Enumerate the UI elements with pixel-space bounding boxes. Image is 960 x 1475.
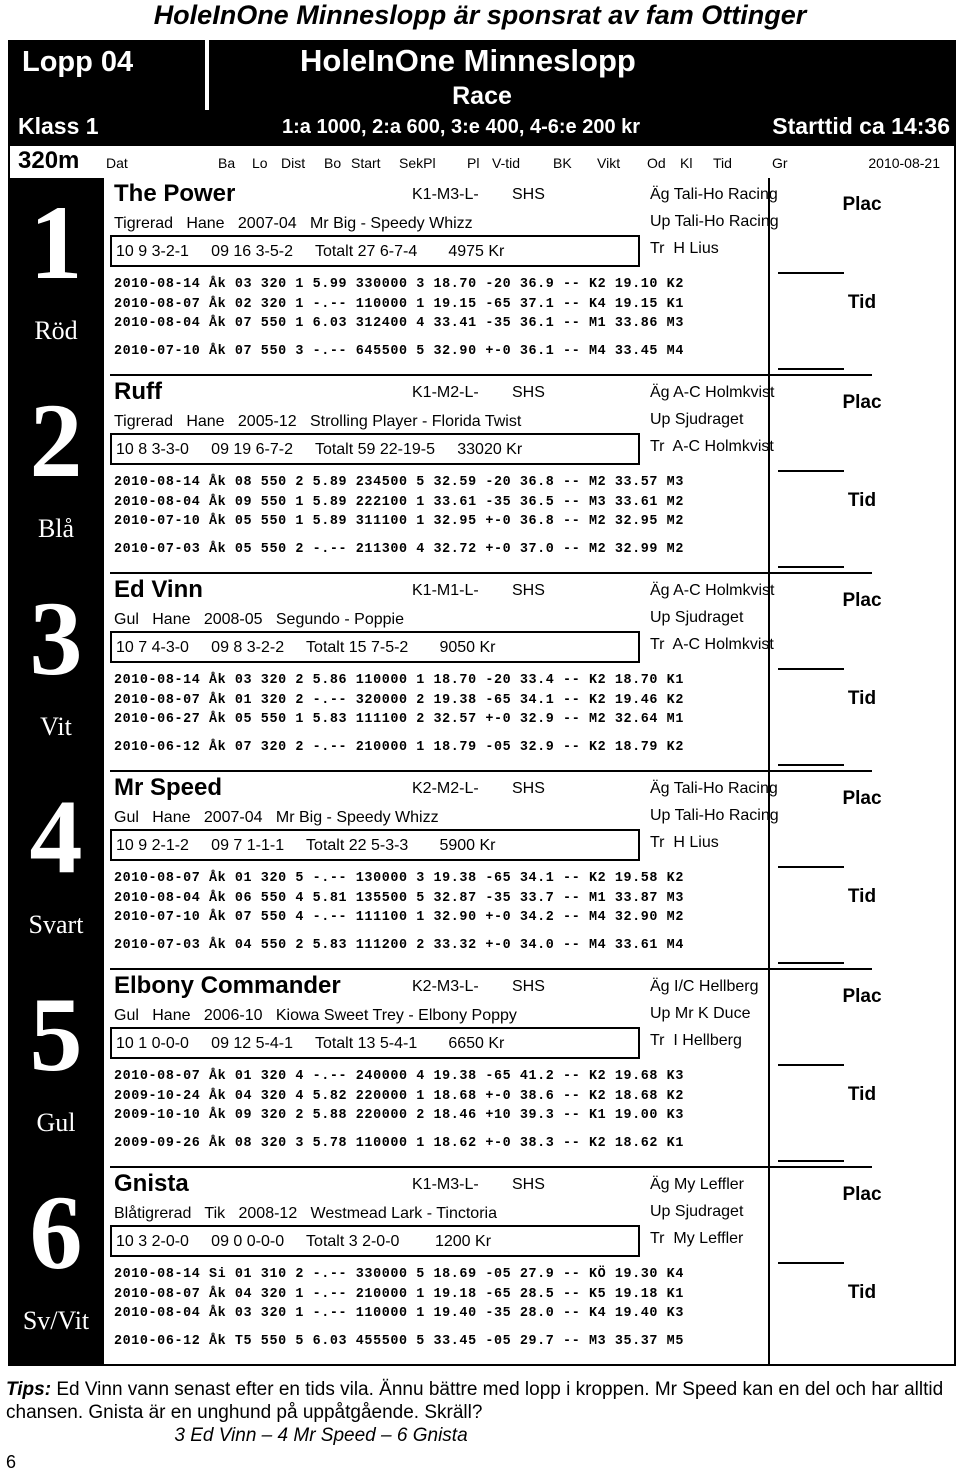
col-dist: Dist bbox=[281, 155, 306, 171]
dog-owner: Äg A-C Holmkvist bbox=[650, 582, 775, 599]
col-pl: Pl bbox=[467, 155, 480, 171]
tid-line bbox=[778, 368, 844, 370]
tips-picks: 3 Ed Vinn – 4 Mr Speed – 6 Gnista bbox=[174, 1425, 468, 1446]
start-row: 2010-06-27 Åk 05 550 1 5.83 111100 2 32.57 +-0 32.9 -- M2 32.64 M1 bbox=[114, 712, 684, 727]
recent-starts bbox=[114, 1069, 684, 1155]
column-header-row bbox=[8, 146, 956, 178]
tid-label: Tid bbox=[847, 688, 877, 709]
start-row: 2010-07-10 Åk 05 550 1 5.89 311100 1 32.95 +-0 36.8 -- M2 32.95 M2 bbox=[114, 514, 684, 529]
col-bo: Bo bbox=[324, 155, 342, 171]
recent-starts bbox=[114, 1267, 684, 1353]
plac-label: Plac bbox=[842, 788, 882, 809]
trap-number: 1 bbox=[29, 184, 83, 301]
dog-record: 10 8 3-3-0 09 19 6-7-2 Totalt 59 22-19-5 33020 Kr bbox=[116, 441, 523, 458]
start-row: 2010-07-03 Åk 04 550 2 5.83 111200 2 33.32 +-0 34.0 -- M4 33.61 M4 bbox=[114, 937, 684, 953]
trap-cell-4 bbox=[8, 772, 104, 970]
recent-starts bbox=[114, 277, 684, 363]
race-header bbox=[8, 40, 956, 146]
dog-shs: SHS bbox=[512, 582, 545, 599]
race-date: 2010-08-21 bbox=[868, 155, 940, 171]
race-prizes: 1:a 1000, 2:a 600, 3:e 400, 4-6:e 200 kr bbox=[282, 116, 641, 138]
dog-up: Up Tali-Ho Racing bbox=[650, 807, 779, 824]
trap-number: 6 bbox=[29, 1174, 83, 1291]
col-kl: Kl bbox=[680, 155, 693, 171]
start-row: 2010-08-07 Åk 01 320 2 -.-- 320000 2 19.38 -65 34.1 -- K2 19.46 K2 bbox=[114, 692, 684, 708]
start-row: 2009-09-26 Åk 08 320 3 5.78 110000 1 18.62 +-0 38.3 -- K2 18.62 K1 bbox=[114, 1135, 684, 1151]
tid-line bbox=[778, 764, 844, 766]
dog-shs: SHS bbox=[512, 1176, 545, 1193]
start-row: 2010-08-14 Si 01 310 2 -.-- 330000 5 18.69 -05 27.9 -- KÖ 19.30 K4 bbox=[114, 1267, 684, 1282]
result-box bbox=[768, 1168, 956, 1366]
dog-shs: SHS bbox=[512, 978, 545, 995]
col-ba: Ba bbox=[218, 155, 236, 171]
tips-text: Ed Vinn vann senast efter en tids vila. Ännu bättre med lopp i kroppen. Mr Speed kan en del och har alltid chansen. Gnista är en unghund på uppåtgående. Skräll? bbox=[6, 1379, 944, 1423]
tid-label: Tid bbox=[847, 292, 877, 313]
col-sekpl: SekPl bbox=[399, 155, 436, 171]
col-dat: Dat bbox=[106, 155, 128, 171]
dog-trainer: Tr H Lius bbox=[650, 834, 719, 851]
dog-info: Blåtigrerad Tik 2008-12 Westmead Lark - Tinctoria bbox=[114, 1205, 497, 1222]
trap-color: Vit bbox=[40, 712, 72, 741]
recent-starts bbox=[114, 871, 684, 957]
col-tid: Tid bbox=[713, 155, 732, 171]
dog-name: Ruff bbox=[114, 378, 162, 405]
plac-label: Plac bbox=[842, 590, 882, 611]
start-row: 2010-07-03 Åk 05 550 2 -.-- 211300 4 32.72 +-0 37.0 -- M2 32.99 M2 bbox=[114, 541, 684, 557]
trap-number: 2 bbox=[29, 382, 83, 499]
start-row: 2010-06-12 Åk T5 550 5 6.03 455500 5 33.45 -05 29.7 -- M3 35.37 M5 bbox=[114, 1333, 684, 1349]
dog-record: 10 9 3-2-1 09 16 3-5-2 Totalt 27 6-7-4 4975 Kr bbox=[116, 243, 505, 260]
dog-up: Up Sjudraget bbox=[650, 609, 744, 626]
col-gr: Gr bbox=[772, 155, 788, 171]
start-row: 2010-06-12 Åk 07 320 2 -.-- 210000 1 18.79 -05 32.9 -- K2 18.79 K2 bbox=[114, 739, 684, 755]
recent-starts bbox=[114, 475, 684, 561]
race-title: HoleInOne Minneslopp bbox=[300, 43, 636, 78]
trap-cell-6 bbox=[8, 1168, 104, 1366]
dog-class: K1-M1-L- bbox=[412, 582, 479, 599]
dog-owner: Äg I/C Hellberg bbox=[650, 978, 759, 995]
start-row: 2010-08-14 Åk 03 320 2 5.86 110000 1 18.70 -20 33.4 -- K2 18.70 K1 bbox=[114, 673, 684, 688]
tid-label: Tid bbox=[847, 886, 877, 907]
tid-label: Tid bbox=[847, 490, 877, 511]
dog-class: K2-M3-L- bbox=[412, 978, 479, 995]
tips-label: Tips: bbox=[6, 1379, 52, 1400]
result-box bbox=[768, 970, 956, 1168]
result-box bbox=[768, 772, 956, 970]
plac-label: Plac bbox=[842, 1184, 882, 1205]
tid-line bbox=[778, 1160, 844, 1162]
plac-line bbox=[778, 272, 844, 274]
trap-cell-1 bbox=[8, 178, 104, 376]
race-type: Race bbox=[452, 82, 512, 110]
trap-number-column bbox=[8, 178, 104, 1366]
col-od: Od bbox=[647, 155, 666, 171]
dog-name: The Power bbox=[114, 180, 236, 207]
dog-info: Gul Hane 2007-04 Mr Big - Speedy Whizz bbox=[114, 809, 439, 826]
start-row: 2010-07-10 Åk 07 550 4 -.-- 111100 1 32.90 +-0 34.2 -- M4 32.90 M2 bbox=[114, 910, 684, 925]
dog-owner: Äg Tali-Ho Racing bbox=[650, 186, 778, 203]
dog-record: 10 1 0-0-0 09 12 5-4-1 Totalt 13 5-4-1 6650 Kr bbox=[116, 1035, 505, 1052]
result-box bbox=[768, 574, 956, 772]
plac-line bbox=[778, 1262, 844, 1264]
page-number: 6 bbox=[6, 1452, 17, 1472]
dog-up: Up Tali-Ho Racing bbox=[650, 213, 779, 230]
dog-class: K1-M2-L- bbox=[412, 384, 479, 401]
race-class: Klass 1 bbox=[18, 113, 99, 139]
dog-class: K1-M3-L- bbox=[412, 186, 479, 203]
plac-label: Plac bbox=[842, 986, 882, 1007]
dog-trainer: Tr A-C Holmkvist bbox=[650, 438, 774, 455]
start-row: 2010-08-04 Åk 07 550 1 6.03 312400 4 33.41 -35 36.1 -- M1 33.86 M3 bbox=[114, 316, 684, 331]
dog-trainer: Tr I Hellberg bbox=[650, 1032, 742, 1049]
dog-owner: Äg My Leffler bbox=[650, 1176, 744, 1193]
trap-number: 4 bbox=[29, 778, 83, 895]
result-box bbox=[768, 376, 956, 574]
dog-shs: SHS bbox=[512, 186, 545, 203]
race-distance: 320m bbox=[18, 147, 80, 174]
tid-label: Tid bbox=[847, 1084, 877, 1105]
dog-up: Up Mr K Duce bbox=[650, 1005, 751, 1022]
start-row: 2010-08-07 Åk 01 320 5 -.-- 130000 3 19.38 -65 34.1 -- K2 19.58 K2 bbox=[114, 871, 684, 886]
dog-class: K1-M3-L- bbox=[412, 1176, 479, 1193]
dog-info: Gul Hane 2008-05 Segundo - Poppie bbox=[114, 611, 404, 628]
plac-label: Plac bbox=[842, 392, 882, 413]
race-number: Lopp 04 bbox=[22, 46, 134, 78]
plac-line bbox=[778, 866, 844, 868]
dog-name: Gnista bbox=[114, 1170, 189, 1197]
plac-label: Plac bbox=[842, 194, 882, 215]
dog-trainer: Tr My Leffler bbox=[650, 1230, 744, 1247]
trap-color: Sv/Vit bbox=[22, 1306, 90, 1335]
dog-trainer: Tr A-C Holmkvist bbox=[650, 636, 774, 653]
tid-label: Tid bbox=[847, 1282, 877, 1303]
dog-shs: SHS bbox=[512, 780, 545, 797]
trap-color: Röd bbox=[34, 316, 78, 345]
tips-section bbox=[6, 1378, 956, 1447]
start-row: 2010-08-04 Åk 03 320 1 -.-- 110000 1 19.40 -35 28.0 -- K4 19.40 K3 bbox=[114, 1306, 684, 1321]
start-time: Starttid ca 14:36 bbox=[772, 113, 950, 139]
trap-color: Svart bbox=[28, 910, 84, 939]
plac-line bbox=[778, 668, 844, 670]
result-box bbox=[768, 178, 956, 376]
col-start: Start bbox=[351, 155, 381, 171]
tid-line bbox=[778, 962, 844, 964]
trap-color: Blå bbox=[37, 514, 75, 543]
col-lo: Lo bbox=[252, 155, 268, 171]
start-row: 2010-08-14 Åk 08 550 2 5.89 234500 5 32.59 -20 36.8 -- M2 33.57 M3 bbox=[114, 475, 684, 490]
dog-info: Tigrerad Hane 2005-12 Strolling Player - Florida Twist bbox=[114, 413, 522, 430]
dog-trainer: Tr H Lius bbox=[650, 240, 719, 257]
plac-line bbox=[778, 1064, 844, 1066]
start-row: 2010-08-07 Åk 01 320 4 -.-- 240000 4 19.38 -65 41.2 -- K2 19.68 K3 bbox=[114, 1069, 684, 1084]
dog-record: 10 7 4-3-0 09 8 3-2-2 Totalt 15 7-5-2 9050 Kr bbox=[116, 639, 496, 656]
start-row: 2010-08-07 Åk 02 320 1 -.-- 110000 1 19.15 -65 37.1 -- K4 19.15 K1 bbox=[114, 296, 684, 312]
dog-name: Ed Vinn bbox=[114, 576, 203, 603]
dog-name: Elbony Commander bbox=[114, 972, 341, 999]
trap-number: 3 bbox=[29, 580, 83, 697]
dog-name: Mr Speed bbox=[114, 774, 223, 801]
dog-record: 10 3 2-0-0 09 0 0-0-0 Totalt 3 2-0-0 1200 Kr bbox=[116, 1233, 492, 1250]
trap-cell-5 bbox=[8, 970, 104, 1168]
dog-info: Tigrerad Hane 2007-04 Mr Big - Speedy Whizz bbox=[114, 215, 473, 232]
sponsor-banner: HoleInOne Minneslopp är sponsrat av fam Ottinger bbox=[153, 0, 807, 30]
trap-color: Gul bbox=[36, 1108, 76, 1137]
start-row: 2010-08-04 Åk 09 550 1 5.89 222100 1 33.61 -35 36.5 -- M3 33.61 M2 bbox=[114, 494, 684, 510]
start-row: 2009-10-10 Åk 09 320 2 5.88 220000 2 18.46 +10 39.3 -- K1 19.00 K3 bbox=[114, 1108, 684, 1123]
dog-owner: Äg A-C Holmkvist bbox=[650, 384, 775, 401]
plac-line bbox=[778, 470, 844, 472]
start-row: 2010-08-14 Åk 03 320 1 5.99 330000 3 18.70 -20 36.9 -- K2 19.10 K2 bbox=[114, 277, 684, 292]
start-row: 2010-07-10 Åk 07 550 3 -.-- 645500 5 32.90 +-0 36.1 -- M4 33.45 M4 bbox=[114, 343, 684, 359]
start-row: 2009-10-24 Åk 04 320 4 5.82 220000 1 18.68 +-0 38.6 -- K2 18.68 K2 bbox=[114, 1088, 684, 1104]
dog-record: 10 9 2-1-2 09 7 1-1-1 Totalt 22 5-3-3 5900 Kr bbox=[116, 837, 496, 854]
trap-cell-2 bbox=[8, 376, 104, 574]
col-vtid: V-tid bbox=[492, 155, 521, 171]
dog-shs: SHS bbox=[512, 384, 545, 401]
col-vikt: Vikt bbox=[597, 155, 621, 171]
trap-cell-3 bbox=[8, 574, 104, 772]
tid-line bbox=[778, 566, 844, 568]
col-bk: BK bbox=[553, 155, 572, 171]
start-row: 2010-08-07 Åk 04 320 1 -.-- 210000 1 19.18 -65 28.5 -- K5 19.18 K1 bbox=[114, 1286, 684, 1302]
dog-class: K2-M2-L- bbox=[412, 780, 479, 797]
table-bottom-border bbox=[104, 1364, 956, 1366]
dog-owner: Äg Tali-Ho Racing bbox=[650, 780, 778, 797]
recent-starts bbox=[114, 673, 684, 759]
dog-info: Gul Hane 2006-10 Kiowa Sweet Trey - Elbony Poppy bbox=[114, 1007, 517, 1024]
start-row: 2010-08-04 Åk 06 550 4 5.81 135500 5 32.87 -35 33.7 -- M1 33.87 M3 bbox=[114, 890, 684, 906]
dog-up: Up Sjudraget bbox=[650, 1203, 744, 1220]
dog-up: Up Sjudraget bbox=[650, 411, 744, 428]
trap-number: 5 bbox=[29, 976, 83, 1093]
